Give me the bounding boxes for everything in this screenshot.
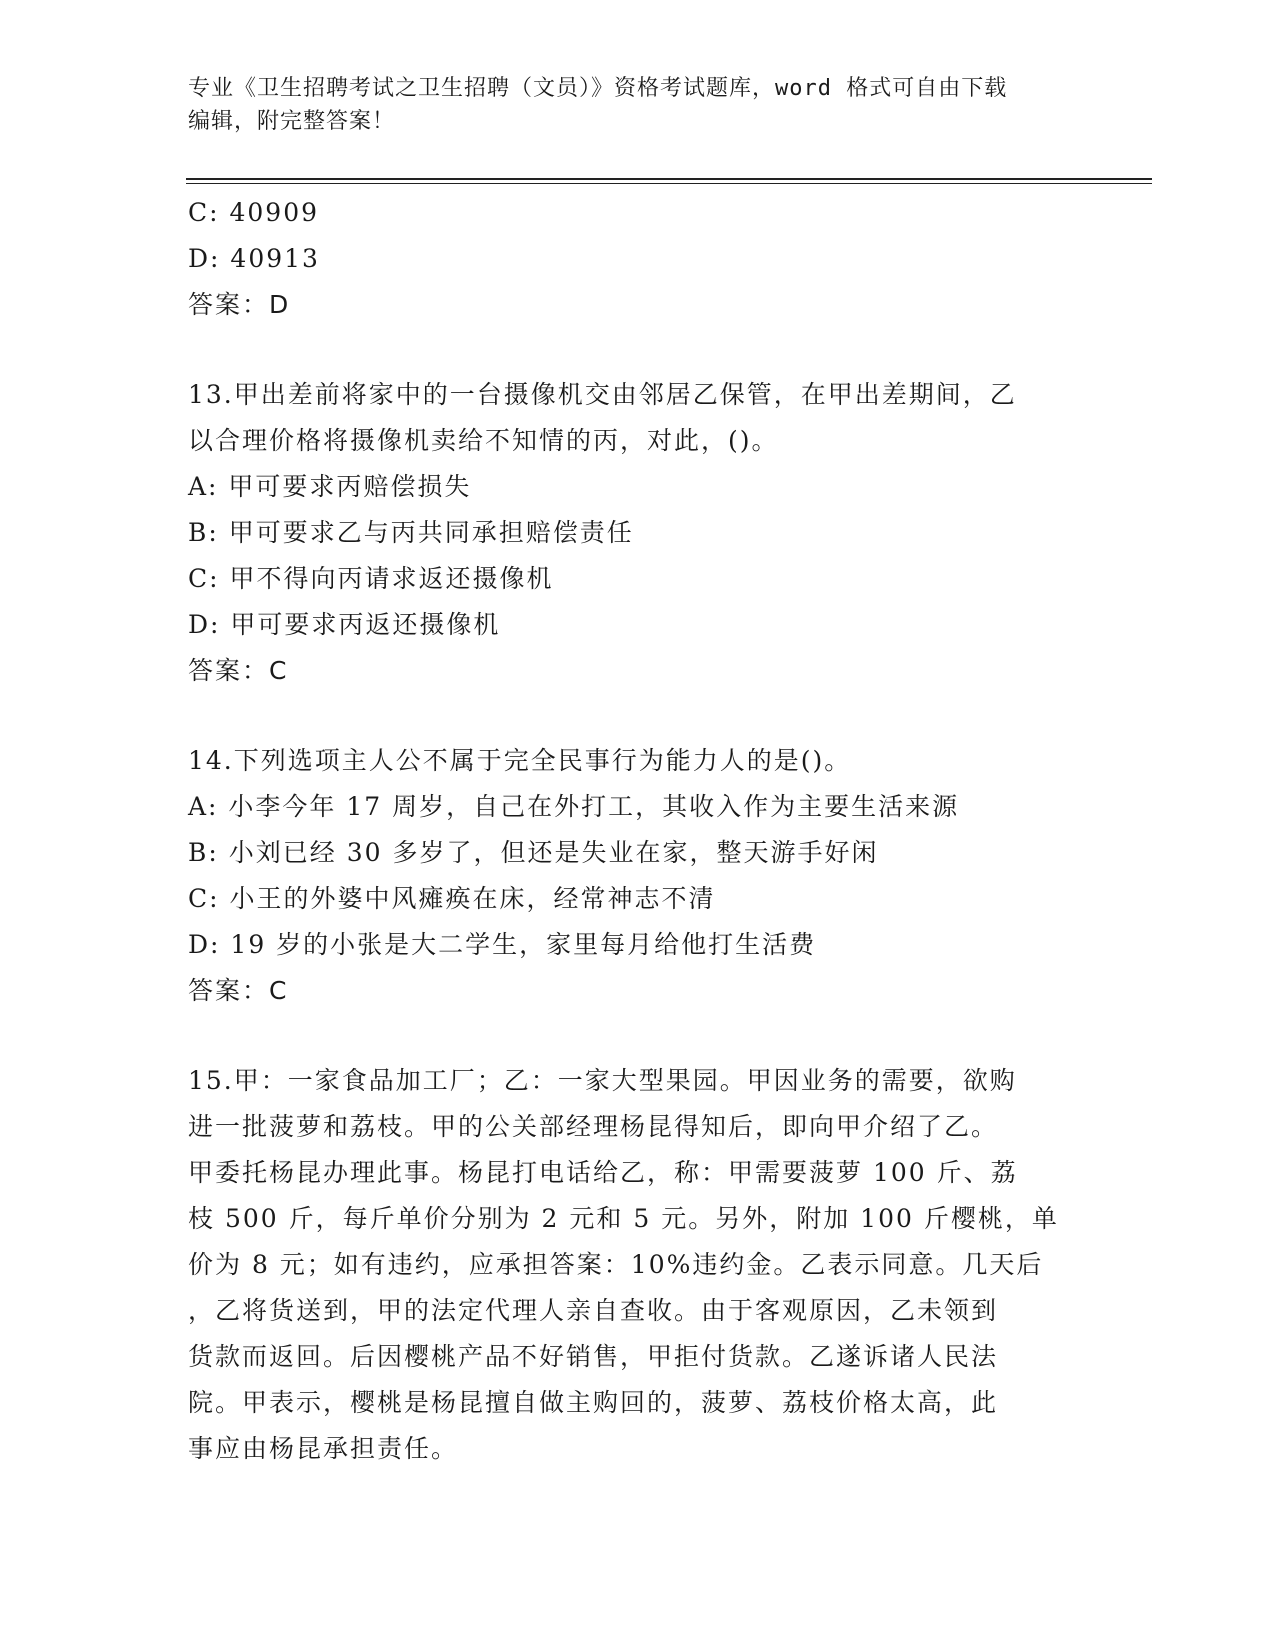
option-c: C: 甲不得向丙请求返还摄像机: [188, 564, 554, 593]
header-divider-thin: [186, 183, 1152, 184]
question-stem-line: 以合理价格将摄像机卖给不知情的丙，对此，()。: [188, 426, 779, 455]
answer-line: 答案：C: [188, 656, 289, 685]
question-stem-line: ，乙将货送到，甲的法定代理人亲自查收。由于客观原因，乙未领到: [188, 1296, 999, 1325]
option-d: D: 19 岁的小张是大二学生，家里每月给他打生活费: [188, 930, 817, 959]
option-b: B: 小刘已经 30 多岁了，但还是失业在家，整天游手好闲: [188, 838, 879, 867]
header-line-2: 编辑，附完整答案！: [188, 109, 396, 134]
question-14: [188, 738, 1088, 1014]
option-a: A: 甲可要求丙赔偿损失: [188, 472, 472, 501]
question-stem-line: 13.甲出差前将家中的一台摄像机交由邻居乙保管，在甲出差期间，乙: [188, 380, 1017, 409]
answer-line: 答案：D: [188, 290, 291, 319]
question-13: [188, 372, 1088, 694]
question-stem-line: 15.甲：一家食品加工厂；乙：一家大型果园。甲因业务的需要，欲购: [188, 1066, 1017, 1095]
spacer: [188, 328, 1088, 372]
option-d: D: 40913: [188, 244, 320, 273]
header-divider-thick: [186, 178, 1152, 180]
spacer: [188, 1014, 1088, 1058]
question-stem-line: 价为 8 元；如有违约，应承担答案：10%违约金。乙表示同意。几天后: [188, 1250, 1044, 1279]
option-b: B: 甲可要求乙与丙共同承担赔偿责任: [188, 518, 634, 547]
question-stem-line: 枝 500 斤，每斤单价分别为 2 元和 5 元。另外，附加 100 斤樱桃，单: [188, 1204, 1059, 1233]
option-c: C: 小王的外婆中风瘫痪在床，经常神志不清: [188, 884, 716, 913]
spacer: [188, 694, 1088, 738]
header-line-1: 专业《卫生招聘考试之卫生招聘（文员）》资格考试题库，word 格式可自由下载: [188, 76, 1008, 101]
question-stem-line: 进一批菠萝和荔枝。甲的公关部经理杨昆得知后，即向甲介绍了乙。: [188, 1112, 999, 1141]
question-stem-line: 14.下列选项主人公不属于完全民事行为能力人的是()。: [188, 746, 852, 775]
question-stem-line: 院。甲表示，樱桃是杨昆擅自做主购回的，菠萝、荔枝价格太高，此: [188, 1388, 999, 1417]
question-12-tail: [188, 190, 1088, 328]
answer-line: 答案：C: [188, 976, 289, 1005]
question-15: [188, 1058, 1088, 1472]
question-stem-line: 甲委托杨昆办理此事。杨昆打电话给乙，称：甲需要菠萝 100 斤、荔: [188, 1158, 1018, 1187]
document-body: [188, 190, 1088, 1472]
question-stem-line: 事应由杨昆承担责任。: [188, 1434, 459, 1463]
option-d: D: 甲可要求丙返还摄像机: [188, 610, 501, 639]
option-a: A: 小李今年 17 周岁，自己在外打工，其收入作为主要生活来源: [188, 792, 960, 821]
document-header: [188, 72, 1088, 138]
option-c: C: 40909: [188, 198, 320, 227]
question-stem-line: 货款而返回。后因樱桃产品不好销售，甲拒付货款。乙遂诉诸人民法: [188, 1342, 999, 1371]
